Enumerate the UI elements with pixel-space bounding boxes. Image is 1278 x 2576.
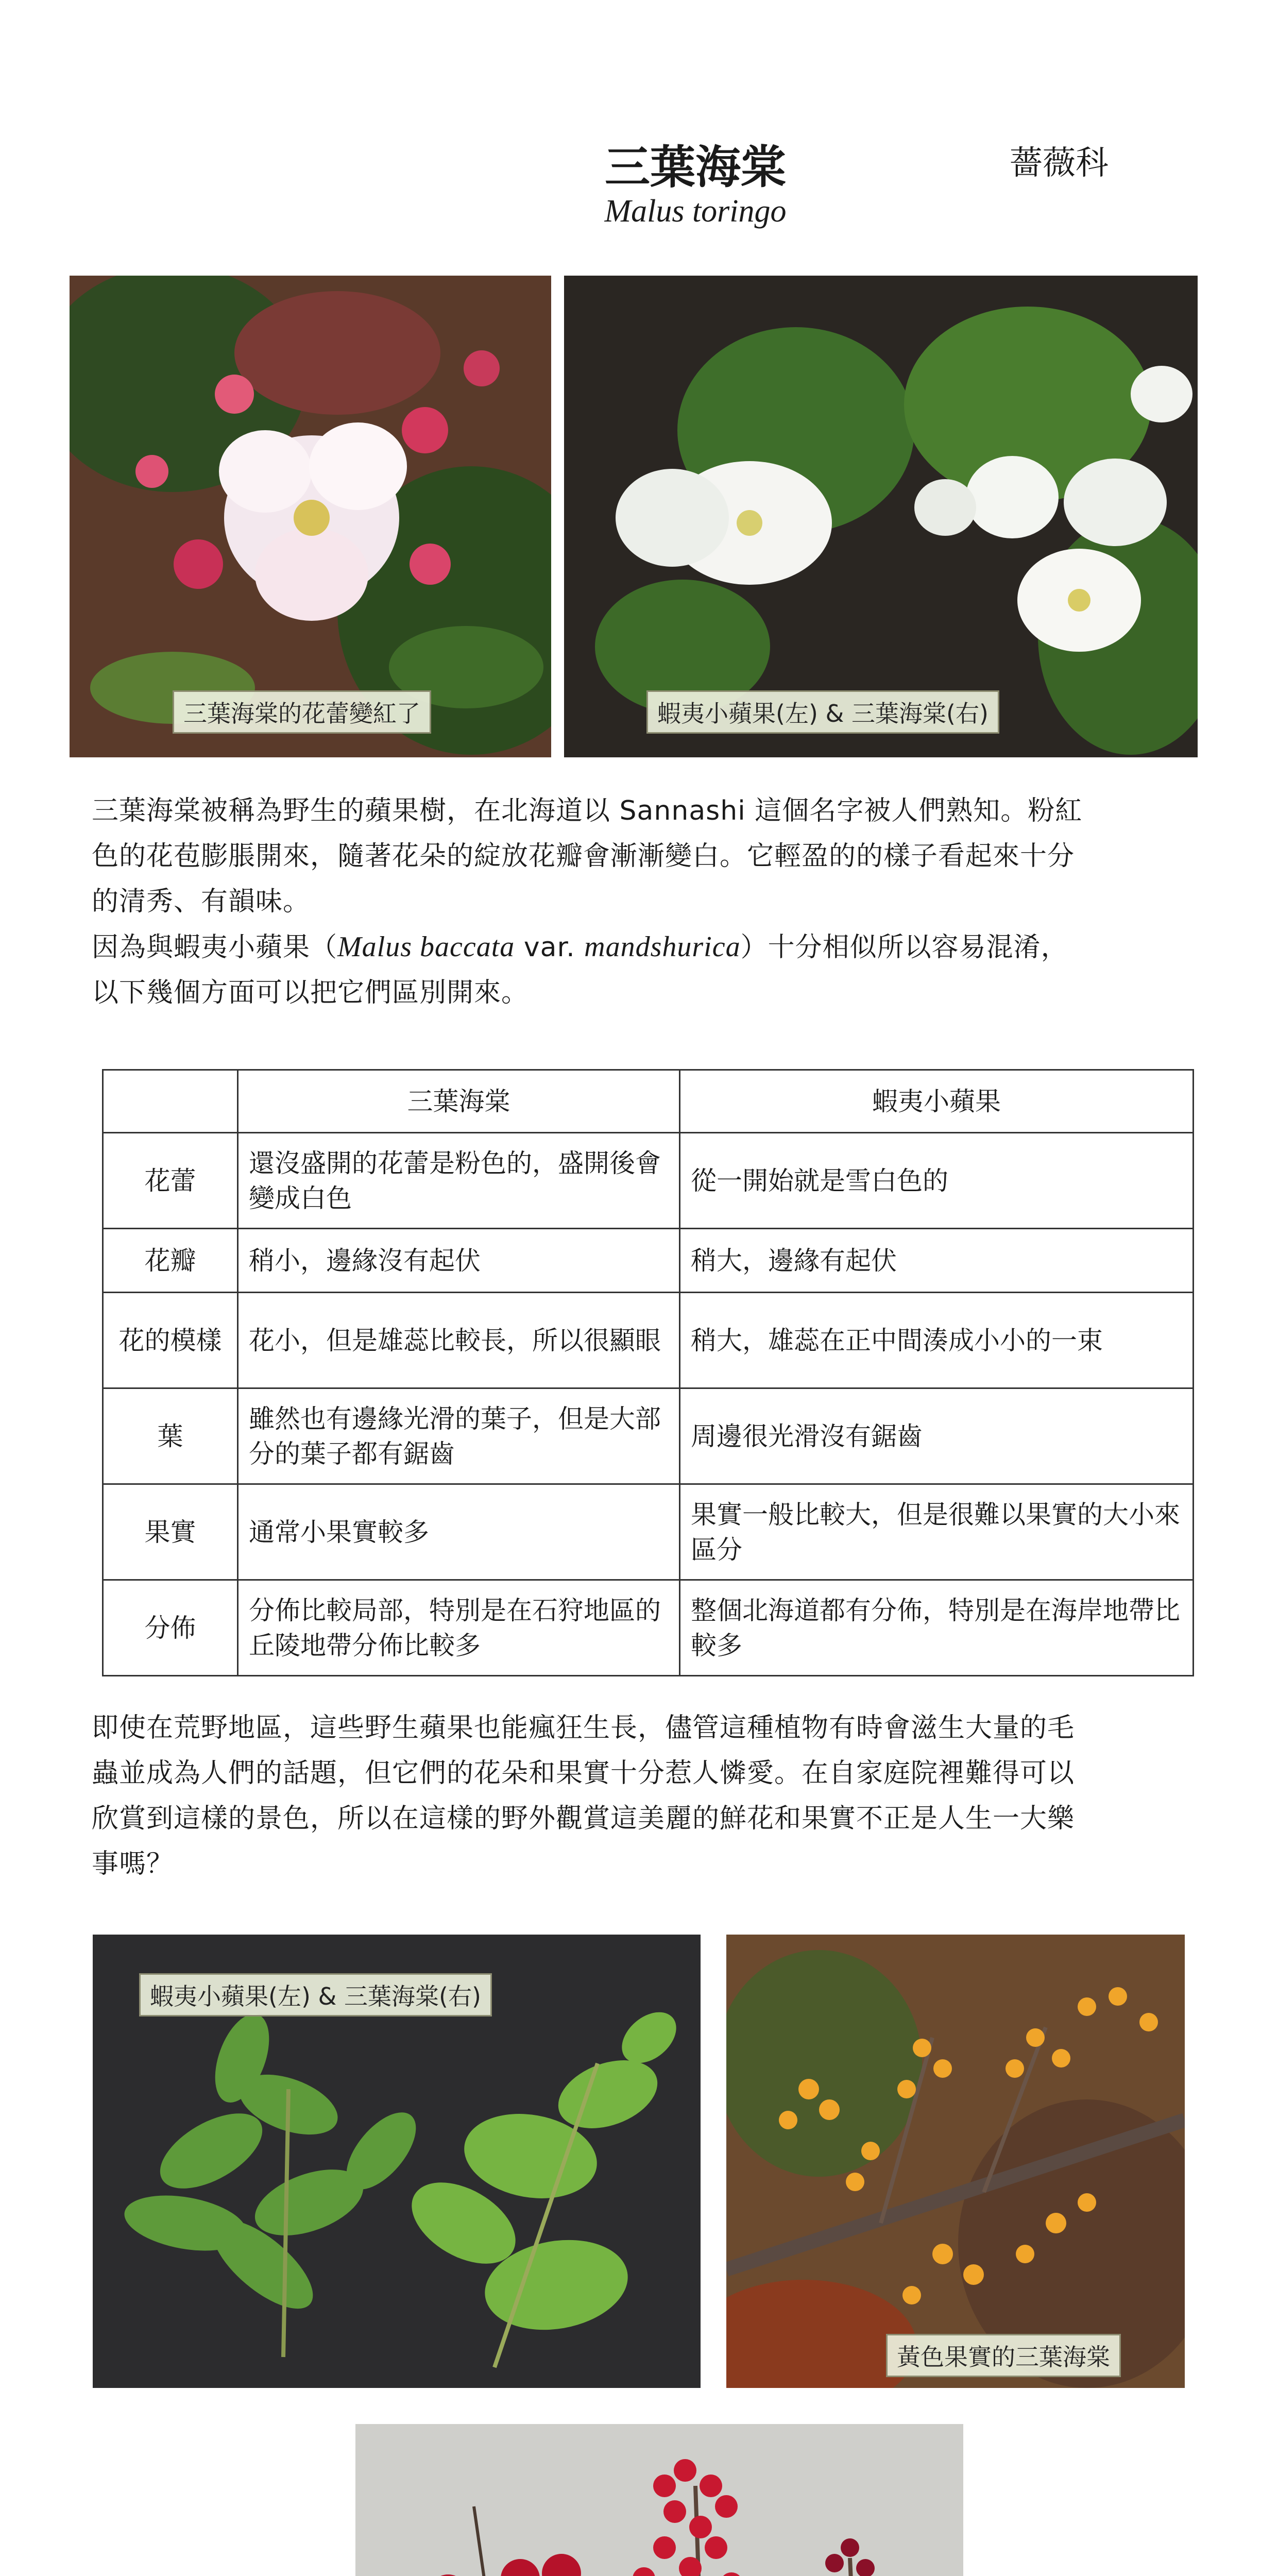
intro-line: 以下幾個方面可以把它們區別開來。	[92, 977, 529, 1008]
table-header-malus-baccata: 蝦夷小蘋果	[680, 1070, 1194, 1133]
cell-baccata: 從一開始就是雪白色的	[680, 1133, 1194, 1229]
closing-paragraph	[92, 1705, 1194, 1887]
table-row	[103, 1133, 1194, 1229]
page-title: 三葉海棠	[604, 141, 786, 194]
row-label: 分佈	[103, 1580, 238, 1676]
closing-line: 事嗎？	[92, 1849, 174, 1879]
intro-line: 因為與蝦夷小蘋果（Malus baccata var. mandshurica）十分相似所以容易混淆，	[92, 931, 1068, 963]
photo-red-fruit	[355, 2424, 963, 2576]
photo-leaves-comparison	[93, 1935, 701, 2388]
caption-leaves-comparison: 蝦夷小蘋果(左) & 三葉海棠(右)	[139, 1973, 492, 2016]
cell-toringo: 還沒盛開的花蕾是粉色的，盛開後會變成白色	[238, 1133, 680, 1229]
cell-baccata: 稍大，雄蕊在正中間湊成小小的一束	[680, 1293, 1194, 1388]
comparison-table	[102, 1069, 1194, 1676]
table-row	[103, 1388, 1194, 1484]
table-row	[103, 1484, 1194, 1580]
row-label: 果實	[103, 1484, 238, 1580]
row-label: 花瓣	[103, 1229, 238, 1293]
table-row	[103, 1293, 1194, 1388]
cell-toringo: 分佈比較局部，特別是在石狩地區的丘陵地帶分佈比較多	[238, 1580, 680, 1676]
latin-binomial: Malus baccata	[337, 931, 515, 963]
closing-line: 欣賞到這樣的景色，所以在這樣的野外觀賞這美麗的鮮花和果實不正是人生一大樂	[92, 1803, 1075, 1834]
table-header-row	[103, 1070, 1194, 1133]
intro-line: 的清秀、有韻味。	[92, 886, 311, 917]
intro-line: 色的花苞膨脹開來，隨著花朵的綻放花瓣會漸漸變白。它輕盈的的樣子看起來十分	[92, 841, 1075, 872]
cell-baccata: 稍大，邊緣有起伏	[680, 1229, 1194, 1293]
table-row	[103, 1229, 1194, 1293]
table-row	[103, 1580, 1194, 1676]
cell-toringo: 稍小，邊緣沒有起伏	[238, 1229, 680, 1293]
closing-line: 蟲並成為人們的話題，但它們的花朵和果實十分惹人憐愛。在自家庭院裡難得可以	[92, 1758, 1075, 1789]
cell-toringo: 雖然也有邊緣光滑的葉子，但是大部分的葉子都有鋸齒	[238, 1388, 680, 1484]
closing-line: 即使在荒野地區，這些野生蘋果也能瘋狂生長，儘管這種植物有時會滋生大量的毛	[92, 1713, 1075, 1743]
cell-toringo: 通常小果實較多	[238, 1484, 680, 1580]
caption-blossoms-comparison: 蝦夷小蘋果(左) & 三葉海棠(右)	[646, 690, 999, 734]
caption-flower-buds: 三葉海棠的花蕾變紅了	[173, 690, 431, 734]
table-header-empty	[103, 1070, 238, 1133]
cell-baccata: 整個北海道都有分佈，特別是在海岸地帶比較多	[680, 1580, 1194, 1676]
row-label: 花的模樣	[103, 1293, 238, 1388]
photo-flower-buds	[70, 276, 551, 757]
latin-name: Malus toringo	[604, 194, 787, 229]
intro-paragraph	[92, 788, 1194, 1015]
latin-variety: mandshurica	[584, 931, 741, 963]
row-label: 葉	[103, 1388, 238, 1484]
family-name: 薔薇科	[1010, 144, 1109, 182]
caption-yellow-fruit: 黃色果實的三葉海棠	[886, 2334, 1121, 2377]
photo-yellow-fruit	[726, 1935, 1185, 2388]
intro-line: 三葉海棠被稱為野生的蘋果樹，在北海道以 Sannashi 這個名字被人們熟知。粉紅	[92, 795, 1083, 826]
row-label: 花蕾	[103, 1133, 238, 1229]
table-header-malus-toringo: 三葉海棠	[238, 1070, 680, 1133]
cell-baccata: 周邊很光滑沒有鋸齒	[680, 1388, 1194, 1484]
cell-baccata: 果實一般比較大，但是很難以果實的大小來區分	[680, 1484, 1194, 1580]
cell-toringo: 花小，但是雄蕊比較長，所以很顯眼	[238, 1293, 680, 1388]
photo-blossoms-comparison	[564, 276, 1198, 757]
